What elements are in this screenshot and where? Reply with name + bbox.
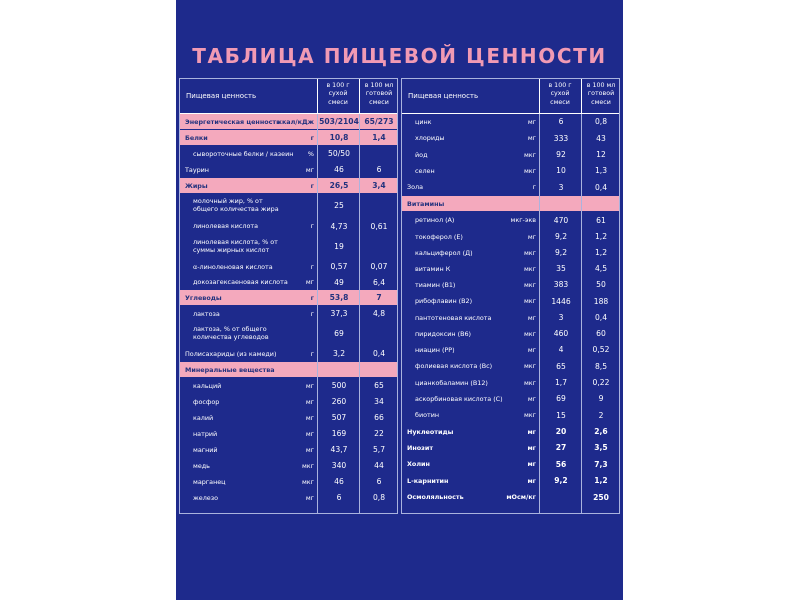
header-col-dry: в 100 г сухой смеси [321, 82, 355, 107]
row-name: лактоза [193, 309, 220, 318]
row-unit: мкг-экв [510, 216, 536, 224]
row-value-dry: 1446 [551, 296, 571, 306]
table-row [402, 310, 619, 325]
row-name: линолевая кислота [193, 222, 259, 230]
row-unit: % [307, 149, 314, 158]
row-value-ready: 0,4 [594, 182, 608, 192]
row-value-dry: 46 [334, 477, 344, 486]
row-value-dry: 10 [556, 166, 566, 175]
table-row [402, 489, 619, 505]
row-value-ready: 34 [374, 397, 384, 406]
row-name: цианкобаламин (В12) [415, 378, 488, 387]
row-unit: мОсм/кг [506, 493, 536, 501]
row-value-ready: 0,4 [372, 349, 386, 358]
row-unit: мг [305, 278, 314, 286]
row-value-dry: 15 [556, 410, 566, 420]
row-value-dry: 92 [556, 150, 566, 159]
row-value-ready: 0,8 [594, 117, 608, 126]
row-value-dry: 4,73 [330, 221, 348, 231]
row-name: молочный жир, % от общего количества жира [193, 197, 279, 213]
row-unit: мг [527, 460, 536, 468]
row-unit: мг [527, 427, 536, 436]
row-unit: мг [527, 345, 536, 354]
row-name: пантотеновая кислота [415, 313, 492, 322]
row-name: докозагексаеновая кислота [193, 278, 288, 286]
row-unit: мг [305, 493, 314, 502]
row-value-ready: 6 [376, 165, 382, 174]
table-row [180, 259, 397, 274]
table-row [180, 490, 397, 505]
row-name: пиридоксин (В6) [415, 329, 472, 338]
row-value-dry: 507 [331, 413, 347, 422]
nutrition-table-left [179, 78, 398, 514]
column-divider [539, 114, 540, 513]
row-value-ready: 1,2 [594, 232, 608, 241]
row-unit: г [310, 309, 314, 318]
header-col-ready: в 100 мл готовой смеси [584, 82, 618, 107]
row-value-ready: 9 [598, 394, 604, 403]
row-value-ready: 0,07 [370, 262, 388, 271]
header-divider [317, 79, 318, 113]
row-value-ready: 0,22 [592, 378, 610, 387]
row-name: Холин [407, 460, 430, 468]
header-divider [359, 79, 360, 113]
row-name: Нуклеотиды [407, 427, 454, 436]
table-row [180, 322, 397, 345]
row-unit: г [532, 183, 536, 191]
row-name: Зола [407, 183, 424, 191]
row-name: линолевая кислота, % от суммы жирных кислот [193, 238, 278, 254]
row-unit: мг [305, 445, 314, 454]
row-value-ready: 5,7 [372, 445, 386, 454]
row-value-ready: 65 [374, 381, 384, 390]
row-name: калий [193, 413, 214, 422]
row-unit: г [310, 293, 314, 302]
rows-left [180, 114, 397, 513]
row-value-ready: 2 [598, 410, 604, 420]
row-name: фолиевая кислота (Вс) [415, 362, 493, 370]
row-name: ретинол (А) [415, 216, 455, 224]
row-name: биотин [415, 411, 440, 419]
table-row [402, 326, 619, 341]
header-name: Пищевая ценность [408, 92, 479, 100]
row-value-ready: 4,5 [594, 264, 608, 273]
table-row [402, 407, 619, 423]
row-name: Минеральные вещества [185, 365, 275, 374]
row-value-dry: 69 [334, 329, 344, 338]
table-row [180, 235, 397, 258]
row-unit: ккал/кДж [277, 117, 314, 126]
row-unit: мг [527, 394, 536, 403]
row-unit: мг [305, 429, 314, 438]
table-row [180, 362, 397, 377]
row-name: аскорбиновая кислота (С) [415, 394, 503, 403]
row-value-dry: 9,2 [554, 232, 568, 241]
row-value-dry: 460 [553, 329, 569, 338]
row-value-dry: 169 [331, 429, 347, 438]
row-value-ready: 0,61 [370, 221, 388, 231]
row-value-dry: 503/2104 [319, 117, 359, 126]
row-name: Осмоляльность [407, 493, 464, 501]
row-unit: мкг [301, 477, 314, 486]
row-value-ready: 6 [376, 477, 382, 486]
nutrition-table-right [401, 78, 620, 514]
column-divider [317, 114, 318, 513]
table-row [402, 114, 619, 129]
row-value-ready: 3,4 [372, 181, 386, 190]
row-name: натрий [193, 429, 218, 438]
table-row [180, 290, 397, 305]
row-name: сывороточные белки / казеин [193, 149, 294, 158]
row-name: йод [415, 150, 428, 159]
table-title: ТАБЛИЦА ПИЩЕВОЙ ЦЕННОСТИ [192, 44, 607, 68]
row-name: токоферол (Е) [415, 232, 463, 241]
row-name: Витамины [407, 199, 445, 208]
row-value-dry: 470 [553, 215, 569, 225]
row-value-dry: 10,8 [329, 133, 349, 142]
row-value-ready: 2,6 [594, 427, 608, 436]
row-name: Жиры [185, 181, 208, 190]
rows-right [402, 114, 619, 513]
row-value-dry: 25 [334, 201, 344, 210]
header-divider [539, 79, 540, 113]
row-value-dry: 500 [331, 381, 347, 390]
table-row [402, 130, 619, 146]
table-row [402, 456, 619, 472]
header-col-dry: в 100 г сухой смеси [543, 82, 577, 107]
row-value-ready: 43 [596, 133, 606, 143]
row-name: фосфор [193, 397, 220, 406]
row-value-dry: 4 [558, 345, 564, 354]
row-value-ready: 1,2 [594, 248, 608, 257]
row-value-dry: 0,57 [330, 262, 348, 271]
row-unit: мг [527, 134, 536, 142]
row-name: Углеводы [185, 293, 222, 302]
row-name: хлориды [415, 134, 445, 142]
row-value-dry: 333 [553, 133, 569, 143]
table-row [180, 178, 397, 193]
table-row [180, 410, 397, 425]
row-name: железо [193, 493, 219, 502]
row-value-ready: 0,4 [594, 313, 608, 322]
column-divider [581, 114, 582, 513]
table-row [402, 212, 619, 228]
row-unit: мг [527, 313, 536, 322]
row-value-dry: 69 [556, 394, 566, 403]
row-value-ready: 61 [596, 215, 606, 225]
row-unit: мкг [523, 150, 536, 159]
row-value-ready: 22 [374, 429, 384, 438]
row-value-dry: 3,2 [332, 349, 346, 358]
row-name: витамин К [415, 264, 451, 273]
row-unit: мг [527, 117, 536, 126]
row-name: магний [193, 445, 218, 454]
row-name: цинк [415, 117, 432, 126]
table-row [402, 440, 619, 455]
row-value-dry: 1,7 [554, 378, 568, 387]
row-name: лактоза, % от общего количества углеводов [193, 325, 269, 341]
table-row [180, 275, 397, 289]
row-name: рибофлавин (В2) [415, 297, 473, 305]
row-unit: мг [305, 413, 314, 422]
row-value-ready: 12 [596, 150, 606, 159]
table-row [402, 196, 619, 211]
row-value-dry: 6 [336, 493, 342, 502]
row-unit: мкг [523, 411, 536, 419]
row-name: α-линоленовая кислота [193, 262, 273, 271]
table-row [180, 458, 397, 473]
row-name: L-карнитин [407, 476, 449, 485]
table-row [402, 391, 619, 406]
row-value-ready: 250 [593, 492, 609, 502]
row-value-dry: 49 [334, 277, 344, 287]
row-value-ready: 3,5 [594, 443, 608, 452]
row-value-dry: 27 [555, 443, 567, 452]
row-unit: г [310, 349, 314, 358]
row-value-dry: 56 [555, 459, 567, 469]
row-value-dry: 65 [556, 361, 566, 371]
table-row [180, 218, 397, 234]
row-unit: мкг [523, 280, 536, 289]
table-row [180, 474, 397, 489]
table-row [180, 114, 397, 129]
row-unit: мг [527, 232, 536, 241]
row-unit: г [310, 262, 314, 271]
table-row [402, 277, 619, 292]
row-name: селен [415, 166, 435, 175]
row-name: Белки [185, 133, 208, 142]
row-value-dry: 35 [556, 264, 566, 273]
row-name: Таурин [185, 165, 209, 174]
row-value-dry: 260 [331, 397, 347, 406]
row-value-dry: 43,7 [330, 445, 348, 454]
column-divider [359, 114, 360, 513]
table-row [402, 229, 619, 244]
table-row [180, 146, 397, 161]
row-name: марганец [193, 477, 226, 486]
row-value-dry: 383 [553, 280, 569, 289]
row-value-dry: 20 [555, 427, 567, 436]
row-value-ready: 0,52 [592, 345, 610, 354]
row-unit: г [310, 181, 314, 190]
row-value-dry: 50/50 [328, 149, 350, 158]
table-row [402, 342, 619, 357]
row-unit: мкг [301, 461, 314, 470]
table-row [180, 162, 397, 177]
table-row [180, 378, 397, 393]
row-value-ready: 50 [596, 280, 606, 289]
row-value-dry: 6 [558, 117, 564, 126]
row-name: кальциферол (Д) [415, 248, 473, 257]
row-name: Инозит [407, 443, 434, 452]
table-row [402, 147, 619, 162]
row-value-dry: 26,5 [329, 181, 349, 190]
table-row [402, 358, 619, 374]
row-unit: мг [305, 381, 314, 390]
row-name: Энергетическая ценность [185, 117, 281, 126]
row-value-dry: 19 [334, 242, 344, 251]
row-value-ready: 188 [593, 296, 609, 306]
row-value-ready: 44 [374, 461, 384, 470]
row-value-ready: 66 [374, 413, 384, 422]
row-unit: мкг [523, 166, 536, 175]
row-value-ready: 65/273 [364, 117, 394, 126]
table-row [402, 261, 619, 276]
table-header-left [180, 79, 397, 114]
row-value-dry: 37,3 [330, 309, 348, 318]
row-name: медь [193, 461, 210, 470]
row-unit: мкг [523, 378, 536, 387]
table-row [180, 130, 397, 145]
table-row [180, 194, 397, 217]
row-value-ready: 7,3 [594, 459, 608, 469]
row-unit: мкг [523, 362, 536, 370]
row-value-ready: 8,5 [594, 361, 608, 371]
row-unit: мг [305, 165, 314, 174]
row-value-ready: 1,4 [372, 133, 386, 142]
row-name: ниацин (РР) [415, 345, 455, 354]
row-unit: мкг [523, 264, 536, 273]
row-value-dry: 46 [334, 165, 344, 174]
row-value-ready: 1,3 [594, 166, 608, 175]
row-unit: мг [305, 397, 314, 406]
row-value-dry: 3 [558, 313, 564, 322]
table-row [402, 163, 619, 178]
table-row [180, 346, 397, 361]
row-value-ready: 7 [376, 293, 382, 302]
row-unit: г [310, 133, 314, 142]
row-value-dry: 9,2 [554, 248, 568, 257]
row-unit: мг [527, 443, 536, 452]
table-header-right [402, 79, 619, 114]
table-row [180, 394, 397, 409]
table-row [402, 375, 619, 390]
row-unit: мг [527, 476, 536, 485]
header-col-ready: в 100 мл готовой смеси [362, 82, 396, 107]
table-row [402, 424, 619, 439]
table-row [180, 306, 397, 321]
row-value-ready: 1,2 [594, 476, 608, 485]
row-unit: г [310, 222, 314, 230]
row-value-ready: 0,8 [372, 493, 386, 502]
row-name: тиамин (В1) [415, 280, 456, 289]
row-value-ready: 60 [596, 329, 606, 338]
row-value-dry: 53,8 [329, 293, 349, 302]
row-unit: мкг [523, 297, 536, 305]
table-row [402, 245, 619, 260]
table-row [402, 179, 619, 195]
row-name: кальций [193, 381, 222, 390]
table-row [180, 442, 397, 457]
row-value-dry: 340 [331, 461, 347, 470]
row-name: Полисахариды (из камеди) [185, 349, 277, 358]
header-name: Пищевая ценность [186, 92, 257, 100]
row-unit: мкг [523, 329, 536, 338]
row-unit: мкг [523, 248, 536, 257]
table-row [402, 473, 619, 488]
table-row [180, 426, 397, 441]
table-row [402, 293, 619, 309]
row-value-dry: 3 [558, 182, 564, 192]
row-value-dry: 9,2 [554, 476, 568, 485]
header-divider [581, 79, 582, 113]
row-value-ready: 6,4 [372, 277, 386, 287]
row-value-ready: 4,8 [372, 309, 386, 318]
